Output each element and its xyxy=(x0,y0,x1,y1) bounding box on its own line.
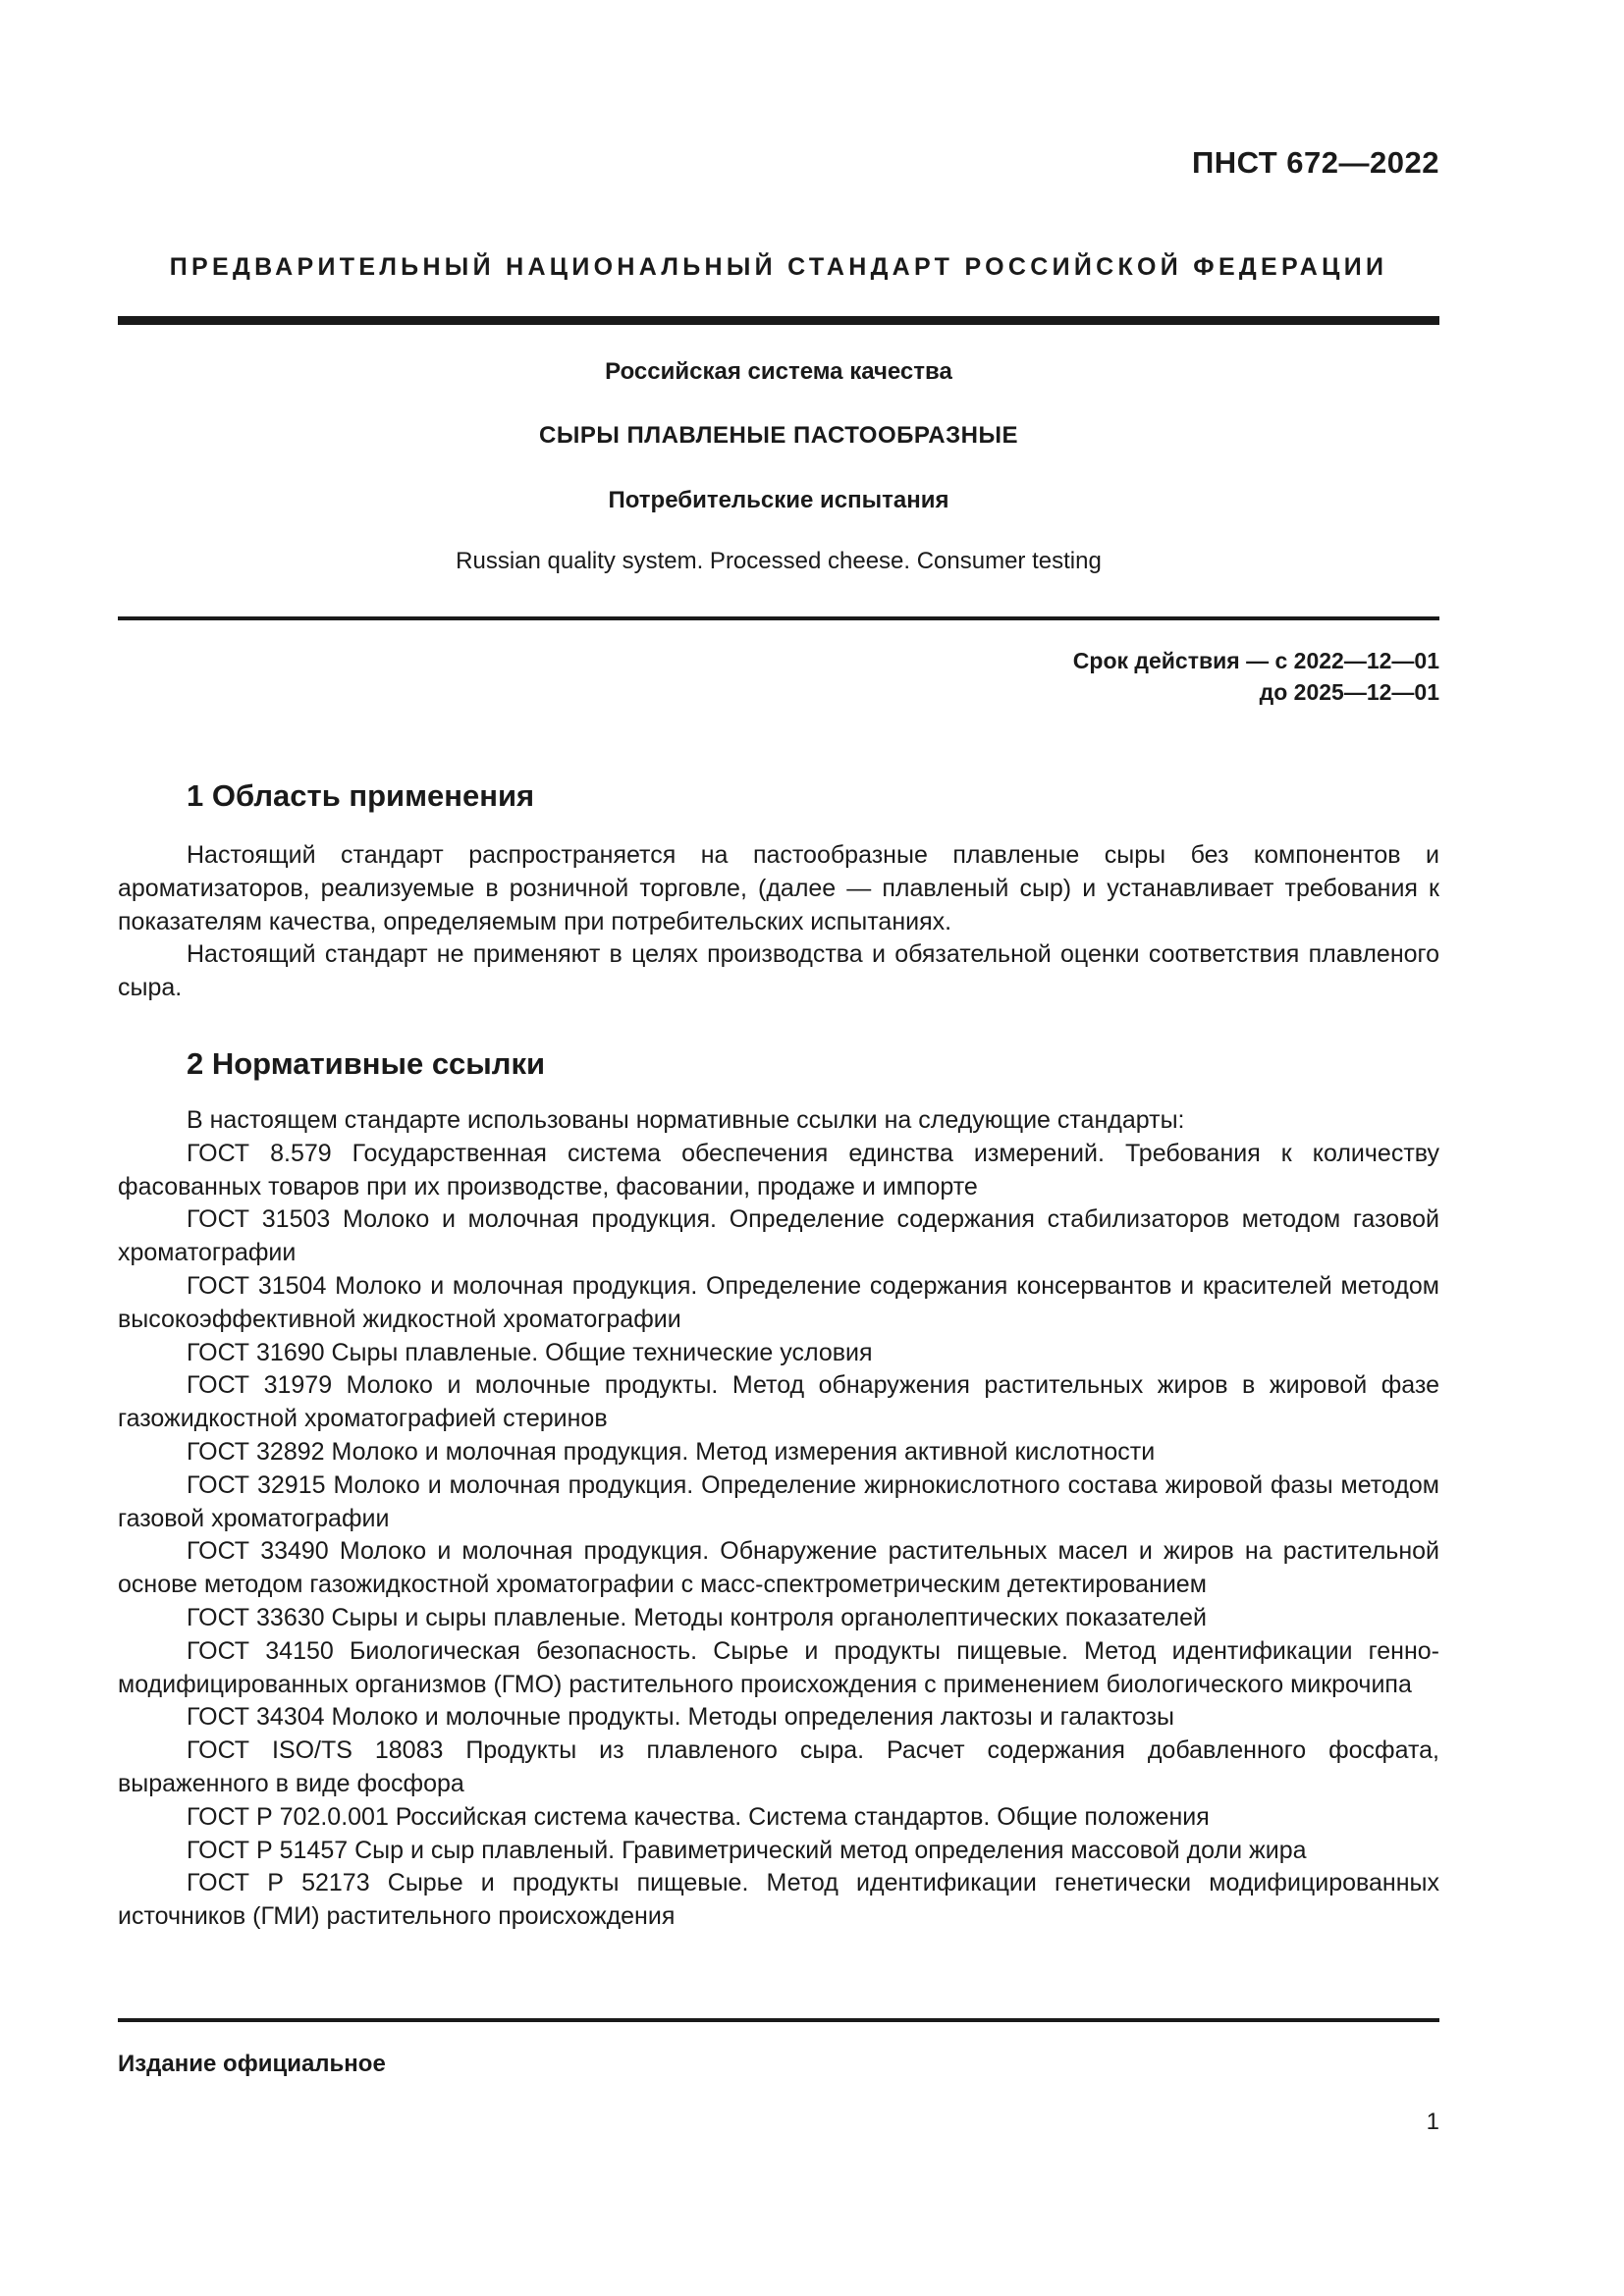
title-rule xyxy=(118,616,1439,620)
reference-item: ГОСТ 32915 Молоко и молочная продукция. Определение жирнокислотного состава жировой фазы методом газовой хроматографии xyxy=(118,1470,1439,1532)
section-2-heading: 2 Нормативные ссылки xyxy=(187,1046,546,1081)
reference-item: ГОСТ Р 52173 Сырье и продукты пищевые. Метод идентификации генетически модифицированных источников (ГМИ) растительного происхождения xyxy=(118,1869,1439,1931)
header-rule xyxy=(118,316,1439,325)
reference-item: ГОСТ 8.579 Государственная система обеспечения единства измерений. Требования к количеству фасованных товаров при их производстве, фасовании, продаже и импорте xyxy=(118,1139,1439,1201)
reference-item: ГОСТ 31690 Сыры плавленые. Общие технические условия xyxy=(187,1338,873,1366)
title-sub: Потребительские испытания xyxy=(608,487,949,513)
reference-item: ГОСТ 34150 Биологическая безопасность. Сырье и продукты пищевые. Метод идентификации генно-модифицированных организмов (ГМО) растительного происхождения с применением биологического микрочипа xyxy=(118,1636,1439,1698)
edition-label: Издание официальное xyxy=(118,2051,386,2077)
paragraph: Настоящий стандарт не применяют в целях производства и обязательной оценки соответствия плавленого сыра. xyxy=(118,940,1439,1002)
reference-item: ГОСТ 31503 Молоко и молочная продукция. Определение содержания стабилизаторов методом газовой хроматографии xyxy=(118,1205,1439,1267)
standard-type-heading: ПРЕДВАРИТЕЛЬНЫЙ НАЦИОНАЛЬНЫЙ СТАНДАРТ РОССИЙСКОЙ ФЕДЕРАЦИИ xyxy=(169,253,1388,281)
reference-item: ГОСТ 32892 Молоко и молочная продукция. Метод измерения активной кислотности xyxy=(187,1437,1156,1466)
title-english: Russian quality system. Processed cheese. Consumer testing xyxy=(456,548,1102,574)
reference-item: ГОСТ ISO/TS 18083 Продукты из плавленого сыра. Расчет содержания добавленного фосфата, выраженного в виде фосфора xyxy=(118,1736,1439,1797)
section-1-body xyxy=(118,839,1439,1005)
reference-item: ГОСТ 33630 Сыры и сыры плавленые. Методы контроля органолептических показателей xyxy=(187,1603,1207,1631)
reference-item: ГОСТ Р 702.0.001 Российская система качества. Система стандартов. Общие положения xyxy=(187,1802,1210,1831)
reference-item: ГОСТ Р 51457 Сыр и сыр плавленый. Гравиметрический метод определения массовой доли жира xyxy=(187,1836,1307,1864)
footer-rule xyxy=(118,2018,1439,2022)
standard-designation: ПНСТ 672—2022 xyxy=(1191,145,1439,180)
validity-period xyxy=(1073,645,1439,708)
validity-start: Срок действия — с 2022—12—01 xyxy=(1072,648,1439,673)
title-main: СЫРЫ ПЛАВЛЕНЫЕ ПАСТООБРАЗНЫЕ xyxy=(539,422,1018,449)
reference-item: ГОСТ 33490 Молоко и молочная продукция. Обнаружение растительных масел и жиров на растительной основе методом газожидкостной хроматографии с масс-спектрометрическим детектированием xyxy=(118,1537,1439,1599)
references-intro: В настоящем стандарте использованы нормативные ссылки на следующие стандарты: xyxy=(187,1106,1185,1134)
reference-item: ГОСТ 31504 Молоко и молочная продукция. Определение содержания консервантов и красителей методом высокоэффективной жидкостной хроматографии xyxy=(118,1271,1439,1333)
title-series: Российская система качества xyxy=(605,358,952,385)
reference-item: ГОСТ 31979 Молоко и молочные продукты. Метод обнаружения растительных жиров в жировой фазе газожидкостной хроматографией стеринов xyxy=(118,1371,1439,1433)
reference-item: ГОСТ 34304 Молоко и молочные продукты. Методы определения лактозы и галактозы xyxy=(187,1703,1175,1732)
section-1-heading: 1 Область применения xyxy=(187,778,535,813)
paragraph: Настоящий стандарт распространяется на пастообразные плавленые сыры без компонентов и ароматизаторов, реализуемые в розничной торговле, (далее — плавленый сыр) и устанавливает требования к показателям качества, определяемым при потребительских испытаниях. xyxy=(118,841,1439,935)
page-number: 1 xyxy=(1426,2109,1439,2135)
section-2-body xyxy=(118,1104,1439,1934)
validity-end: до 2025—12—01 xyxy=(1259,679,1439,705)
